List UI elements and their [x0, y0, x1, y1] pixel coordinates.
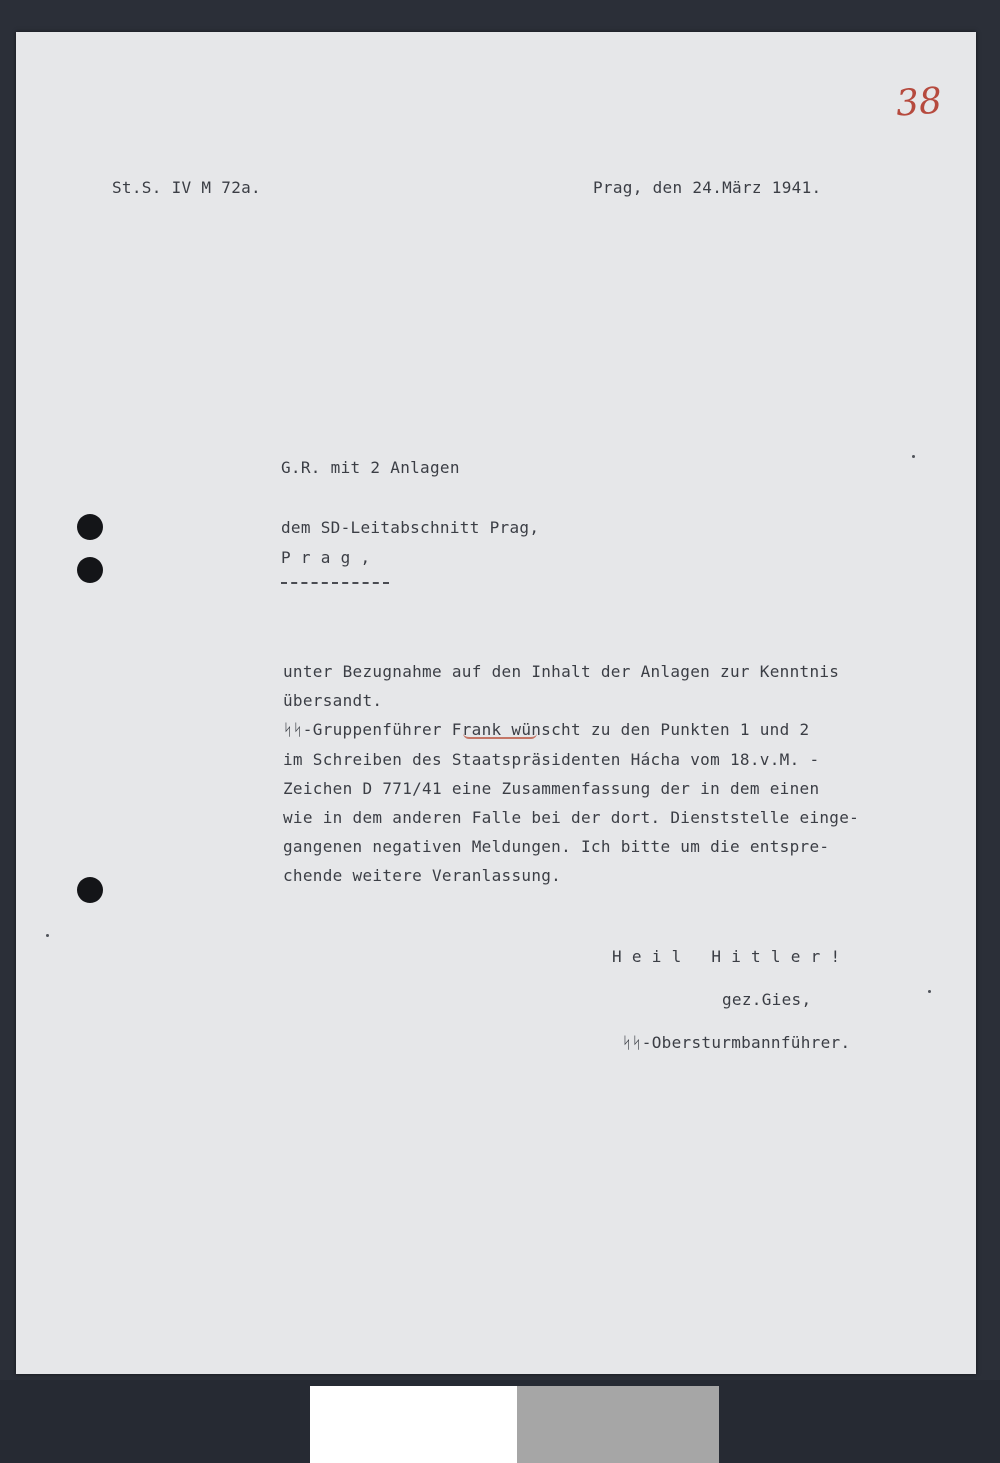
body-line: ᛋᛋ-Gruppenführer Frank wünscht zu den Punkten 1 und 2: [283, 720, 810, 740]
paper-speck: [912, 455, 915, 458]
signature: gez.Gies,: [722, 990, 812, 1009]
body-line: chende weitere Veranlassung.: [283, 866, 562, 886]
paper-speck: [46, 934, 49, 937]
calibration-white-patch: [310, 1386, 517, 1463]
place-date: Prag, den 24.März 1941.: [593, 178, 822, 197]
letter-body: [283, 657, 859, 891]
recipient-divider: [281, 582, 389, 584]
body-line: übersandt.: [283, 691, 383, 711]
body-line: im Schreiben des Staatspräsidenten Hácha vom 18.v.M. -: [283, 749, 820, 769]
body-line: wie in dem anderen Falle bei der dort. Dienststelle einge-: [283, 807, 860, 827]
red-pencil-underline: [463, 733, 537, 739]
recipient-line-1: dem SD-Leitabschnitt Prag,: [281, 518, 540, 537]
body-line: Zeichen D 771/41 eine Zusammenfassung der in dem einen: [283, 778, 820, 798]
punch-hole: [77, 877, 103, 903]
punch-hole: [77, 557, 103, 583]
signatory-rank: ᛋᛋ-Obersturmbannführer.: [622, 1033, 851, 1052]
recipient-line-2: P r a g ,: [281, 548, 371, 567]
punch-hole: [77, 514, 103, 540]
body-line: unter Bezugnahme auf den Inhalt der Anlagen zur Kenntnis: [283, 662, 840, 681]
calibration-grey-patch: [517, 1386, 719, 1463]
enclosure-note: G.R. mit 2 Anlagen: [281, 458, 460, 477]
paper-speck: [928, 990, 931, 993]
folio-number: 38: [894, 80, 944, 125]
salutation: H e i l H i t l e r !: [612, 947, 841, 966]
body-line: gangenen negativen Meldungen. Ich bitte um die entspre-: [283, 837, 830, 857]
reference-number: St.S. IV M 72a.: [112, 178, 261, 197]
